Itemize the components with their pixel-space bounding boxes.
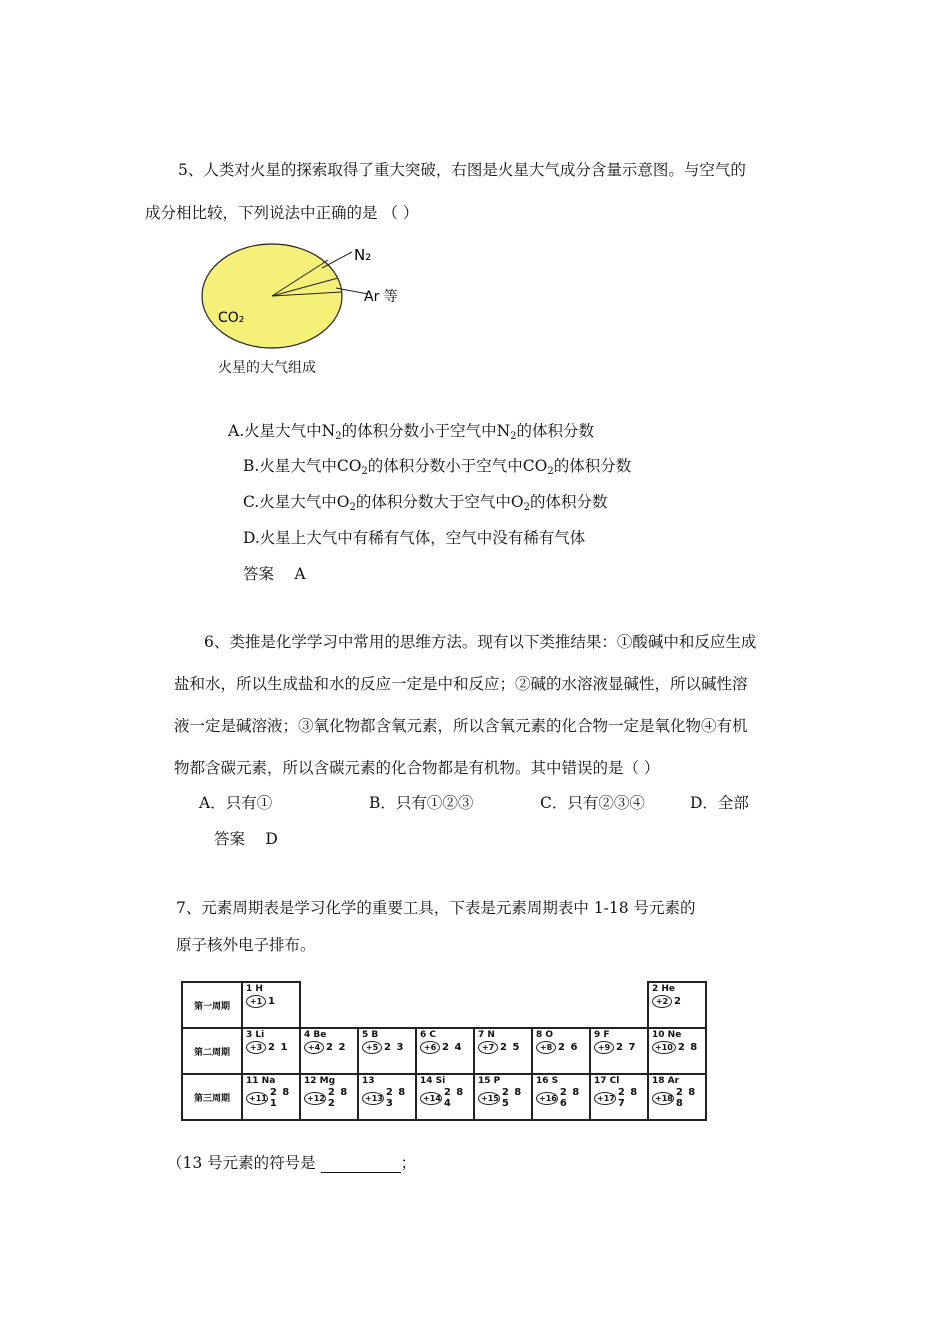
pie-label-co2: CO₂: [218, 310, 245, 326]
period-label: 第二周期: [182, 1028, 242, 1074]
element-cell-s: 16 S +16 2 8 6: [532, 1074, 590, 1120]
q6-answer: 答案 D: [214, 830, 278, 848]
q7-stem-line2: 原子核外电子排布。: [176, 936, 316, 954]
q6-stem-line2: 盐和水，所以生成盐和水的反应一定是中和反应；②碱的水溶液显碱性，所以碱性溶: [174, 675, 748, 693]
periodic-table-1-18: [181, 981, 707, 1121]
element-cell-p: 15 P +15 2 8 5: [474, 1074, 532, 1120]
element-cell-b: 5 B +5 2 3: [358, 1028, 416, 1074]
q6-option-c: C．只有②③④: [540, 794, 645, 812]
q5-stem-line1: 5、人类对火星的探索取得了重大突破，右图是火星大气成分含量示意图。与空气的: [178, 161, 746, 179]
period-row-3: [182, 1074, 706, 1120]
q5-stem-line2: 成分相比较，下列说法中正确的是 （ ）: [145, 204, 419, 222]
period-row-1: [182, 982, 706, 1028]
element-cell-li: 3 Li +3 2 1: [242, 1028, 300, 1074]
element-cell-n: 7 N +7 2 5: [474, 1028, 532, 1074]
period-label: 第三周期: [182, 1074, 242, 1120]
pie-chart-title: 火星的大气组成: [218, 360, 316, 376]
q5-option-a: A.火星大气中$N_2$的体积分数小于空气中$N_2$的体积分数: [228, 422, 595, 442]
q6-option-d: D．全部: [690, 794, 749, 812]
period-label: 第一周期: [182, 982, 242, 1028]
pie-n2-leader: [322, 252, 352, 268]
element-cell-13: 13 +13 2 8 3: [358, 1074, 416, 1120]
element-cell-mg: 12 Mg +12 2 8 2: [300, 1074, 358, 1120]
q5-option-b: B.火星大气中$CO_2$的体积分数小于空气中$CO_2$的体积分数: [243, 457, 632, 477]
element-cell-be: 4 Be +4 2 2: [300, 1028, 358, 1074]
element-cell-ar: 18 Ar +18 2 8 8: [648, 1074, 706, 1120]
q7-sub-question: （13 号元素的符号是 ；: [167, 1154, 417, 1172]
q5-option-c: C.火星大气中$O_2$的体积分数大于空气中$O_2$的体积分数: [243, 493, 608, 513]
element-cell-f: 9 F +9 2 7: [590, 1028, 648, 1074]
q6-stem-line4: 物都含碳元素，所以含碳元素的化合物都是有机物。其中错误的是（ ）: [174, 759, 660, 777]
q6-option-a: A．只有①: [199, 794, 273, 812]
element-cell-cl: 17 Cl +17 2 8 7: [590, 1074, 648, 1120]
pie-label-ar: Ar 等: [364, 289, 398, 305]
element-cell-o: 8 O +8 2 6: [532, 1028, 590, 1074]
q5-option-d: D.火星上大气中有稀有气体，空气中没有稀有气体: [243, 529, 586, 547]
element-cell-c: 6 C +6 2 4: [416, 1028, 474, 1074]
element-cell-ne: 10 Ne +10 2 8: [648, 1028, 706, 1074]
q6-option-b: B．只有①②③: [369, 794, 474, 812]
answer-blank[interactable]: [321, 1156, 401, 1173]
q6-stem-line1: 6、类推是化学学习中常用的思维方法。现有以下类推结果：①酸碱中和反应生成: [204, 633, 757, 651]
period-row-2: [182, 1028, 706, 1074]
q5-answer: 答案 A: [243, 565, 306, 583]
pie-label-n2: N₂: [354, 246, 372, 264]
element-cell-h: 1 H +1 1: [242, 982, 300, 1028]
element-cell-si: 14 Si +14 2 8 4: [416, 1074, 474, 1120]
element-cell-na: 11 Na +11 2 8 1: [242, 1074, 300, 1120]
q6-stem-line3: 液一定是碱溶液；③氧化物都含氧元素，所以含氧元素的化合物一定是氧化物④有机: [174, 717, 748, 735]
q7-stem-line1: 7、元素周期表是学习化学的重要工具，下表是元素周期表中 1-18 号元素的: [176, 899, 696, 917]
element-cell-he: 2 He +2 2: [648, 982, 706, 1028]
